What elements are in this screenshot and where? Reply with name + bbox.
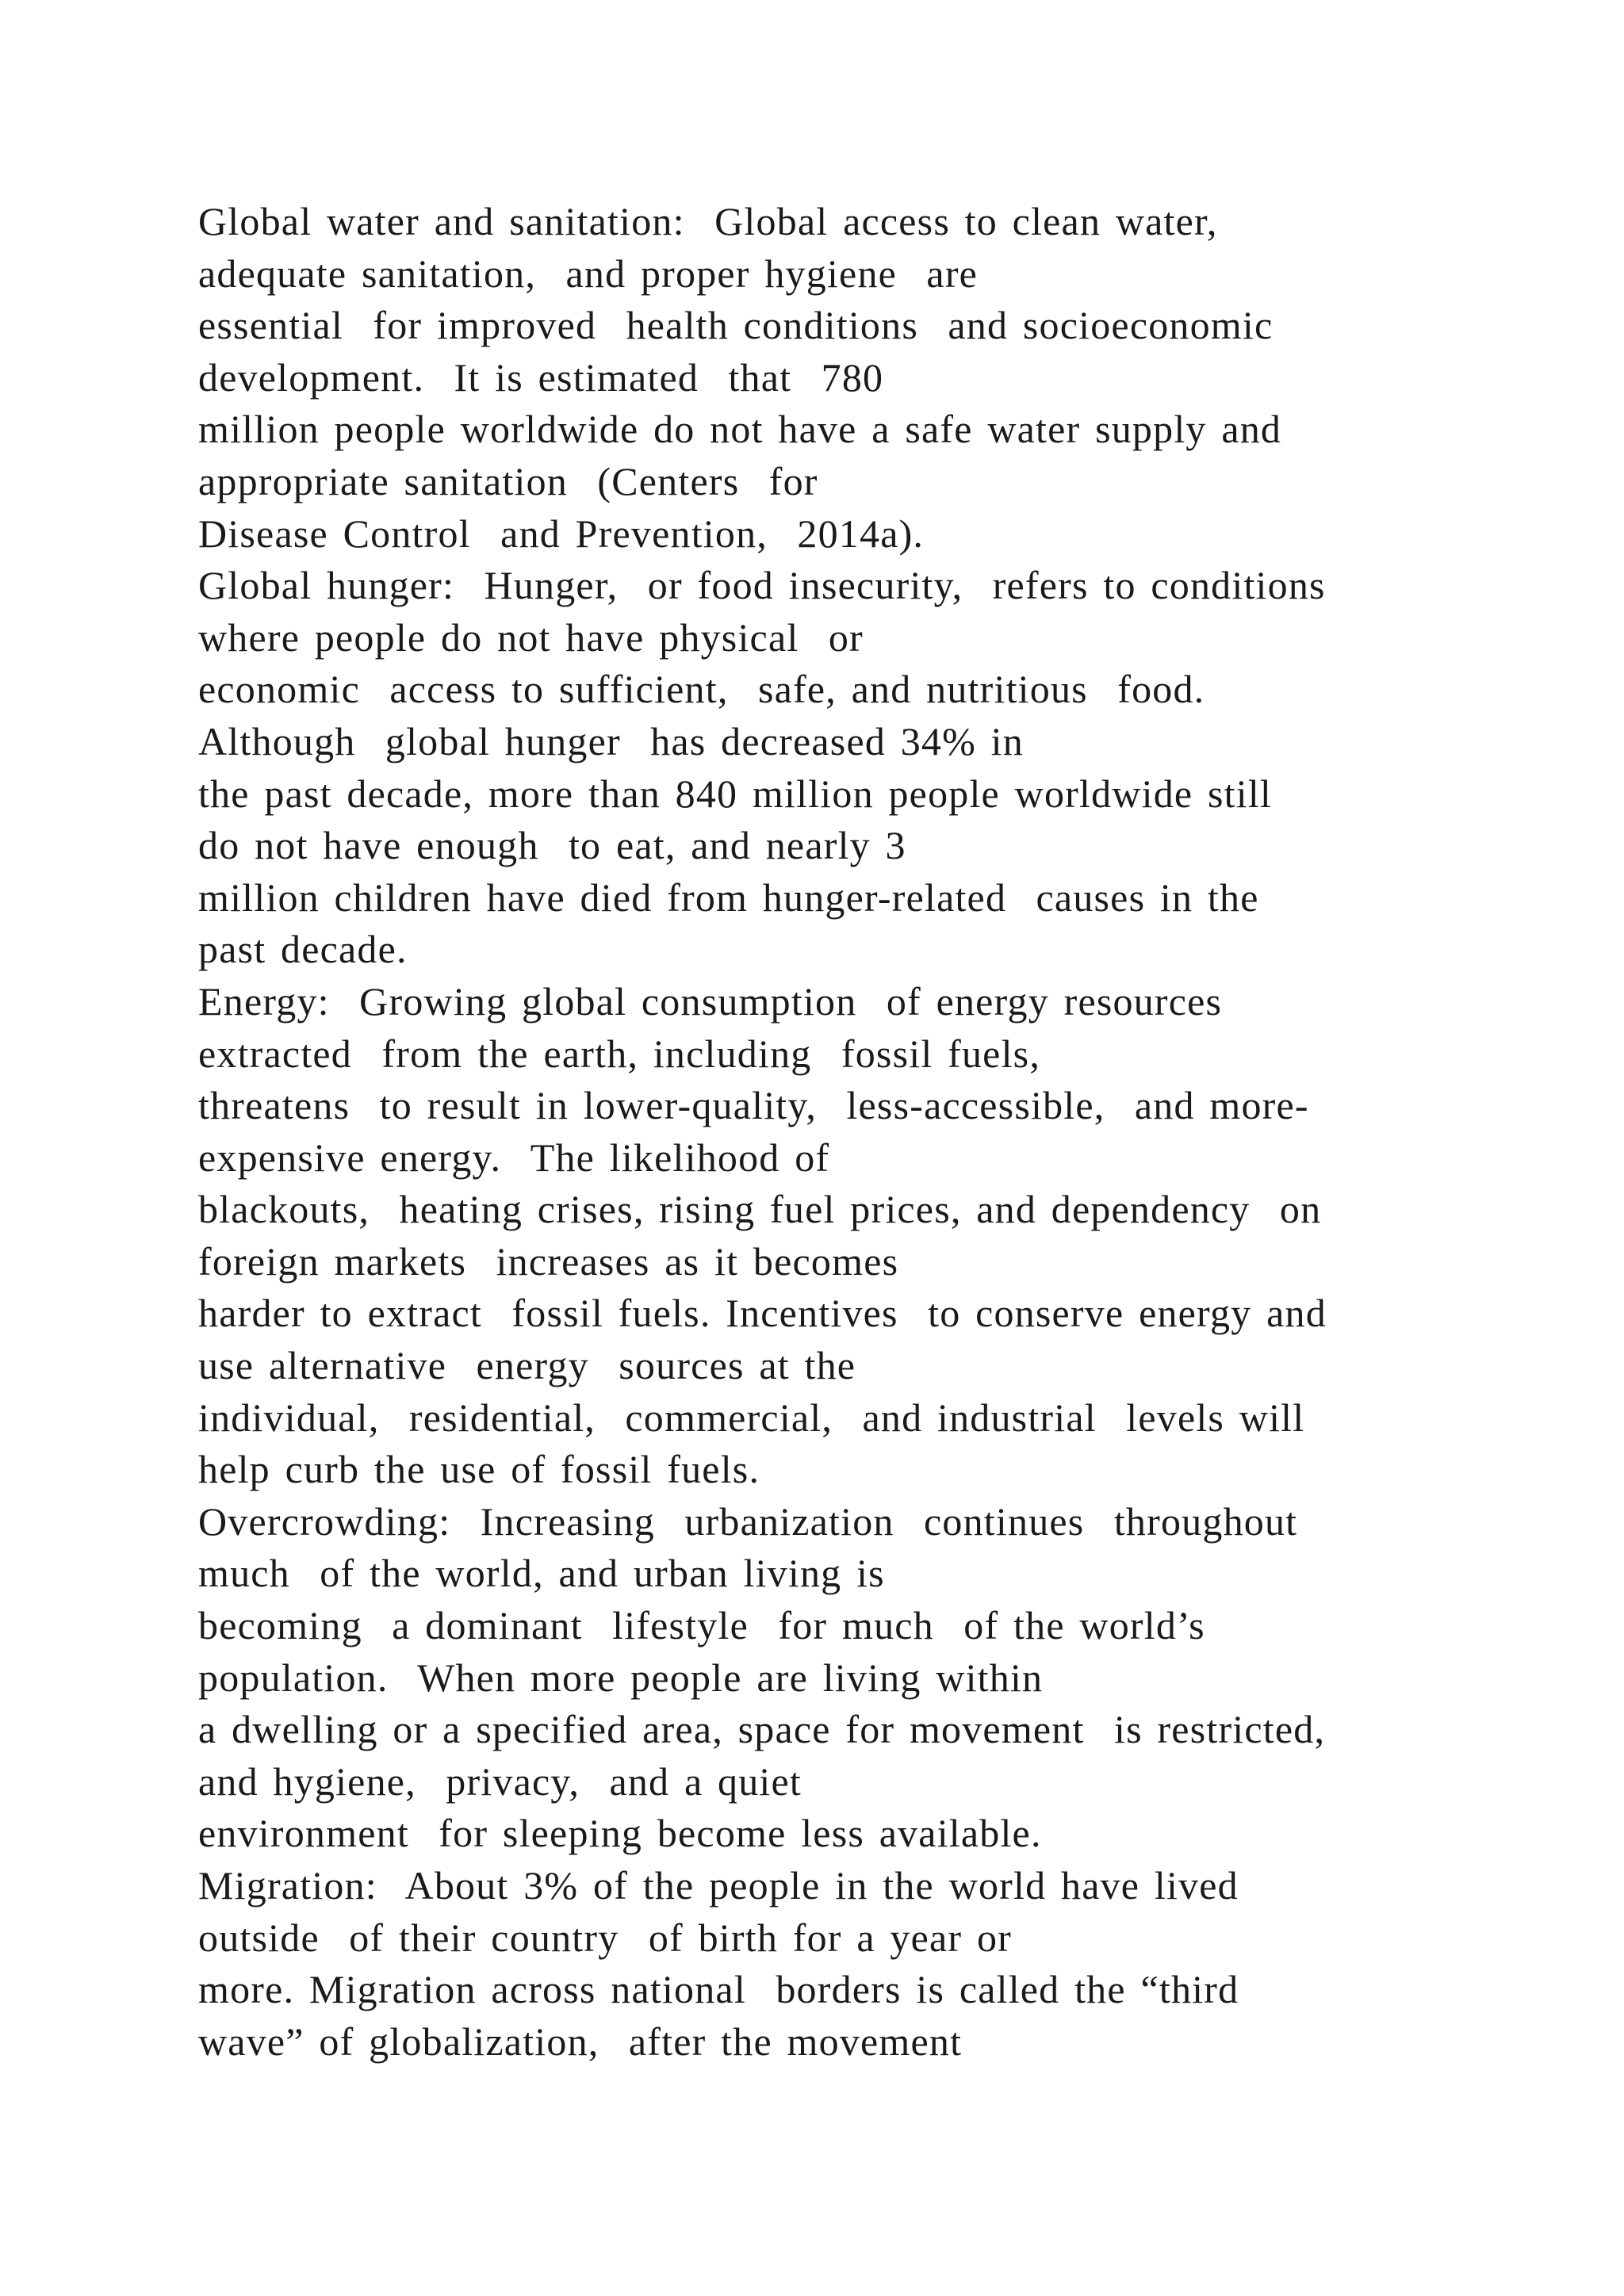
text-line: Global hunger: Hunger, or food insecurity, refers to conditions <box>198 563 1326 608</box>
text-line: appropriate sanitation (Centers for <box>198 458 818 503</box>
text-line: wave” of globalization, after the movement <box>198 2019 963 2064</box>
text-line: Disease Control and Prevention, 2014a). <box>198 511 925 556</box>
text-line: help curb the use of fossil fuels. <box>198 1447 760 1492</box>
text-line: individual, residential, commercial, and industrial levels will <box>198 1395 1305 1440</box>
text-line: a dwelling or a specified area, space for movement is restricted, <box>198 1707 1326 1752</box>
text-line: expensive energy. The likelihood of <box>198 1135 830 1180</box>
text-line: harder to extract fossil fuels. Incentives to conserve energy and <box>198 1291 1327 1336</box>
text-line: Migration: About 3% of the people in the world have lived <box>198 1863 1239 1908</box>
text-line: environment for sleeping become less available. <box>198 1811 1042 1856</box>
text-line: foreign markets increases as it becomes <box>198 1238 899 1284</box>
text-line: adequate sanitation, and proper hygiene are <box>198 251 979 296</box>
text-line: Overcrowding: Increasing urbanization continues throughout <box>198 1498 1298 1544</box>
text-line: past decade. <box>198 927 408 972</box>
text-line: Global water and sanitation: Global access to clean water, <box>198 199 1218 243</box>
text-line: where people do not have physical or <box>198 614 864 660</box>
text-line: use alternative energy sources at the <box>198 1343 856 1388</box>
text-line: the past decade, more than 840 million people worldwide still <box>198 771 1273 816</box>
text-line: outside of their country of birth for a year or <box>198 1915 1013 1960</box>
text-line: much of the world, and urban living is <box>198 1551 885 1596</box>
text-line: extracted from the earth, including fossil fuels, <box>198 1031 1041 1076</box>
text-line: Energy: Growing global consumption of energy resources <box>198 978 1223 1024</box>
body-text <box>198 196 1610 2068</box>
text-line: threatens to result in lower-quality, less-accessible, and more- <box>198 1083 1309 1128</box>
text-line: do not have enough to eat, and nearly 3 <box>198 823 906 868</box>
text-line: development. It is estimated that 780 <box>198 354 884 400</box>
text-line: becoming a dominant lifestyle for much of the world’s <box>198 1603 1205 1648</box>
text-line: more. Migration across national borders is called the “third <box>198 1967 1239 2012</box>
text-line: million children have died from hunger-related causes in the <box>198 874 1259 920</box>
text-line: economic access to sufficient, safe, and nutritious food. <box>198 667 1205 712</box>
text-line: population. When more people are living within <box>198 1655 1044 1700</box>
text-line: blackouts, heating crises, rising fuel prices, and dependency on <box>198 1187 1322 1232</box>
text-line: essential for improved health conditions and socioeconomic <box>198 303 1274 348</box>
text-line: Although global hunger has decreased 34% in <box>198 718 1024 763</box>
text-line: and hygiene, privacy, and a quiet <box>198 1758 802 1804</box>
text-line: million people worldwide do not have a safe water supply and <box>198 407 1282 452</box>
